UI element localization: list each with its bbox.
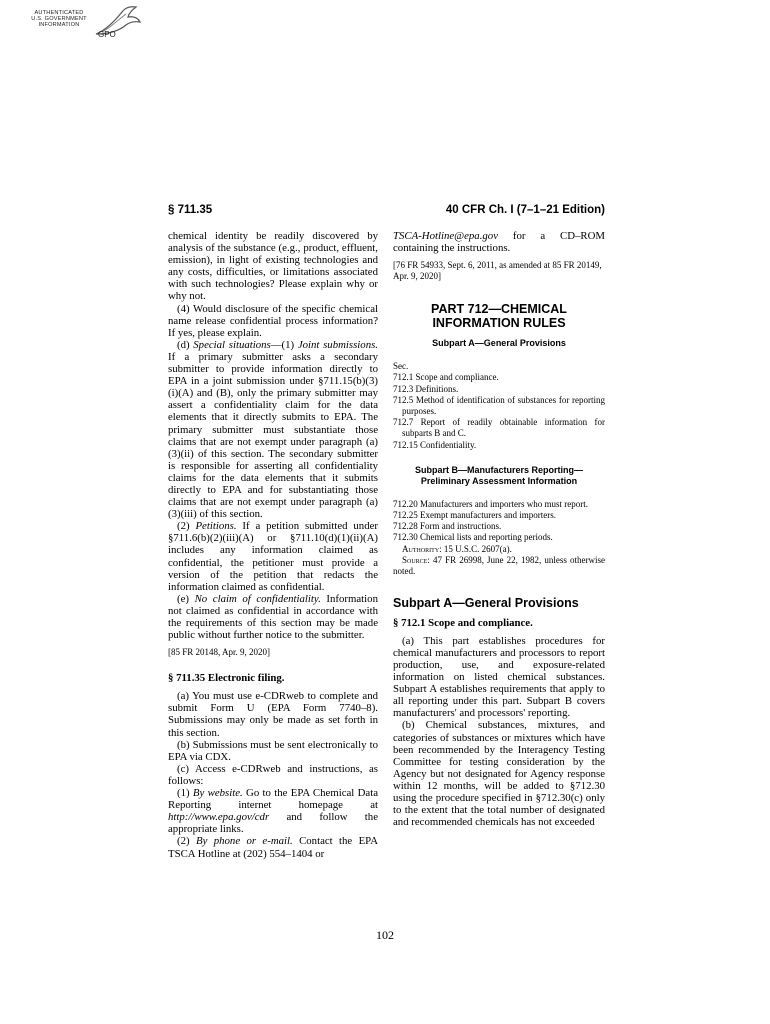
paragraph	[168, 835, 378, 859]
paragraph	[393, 230, 605, 254]
toc-entry: 712.1 Scope and compliance.	[393, 372, 499, 383]
toc-entry: 712.25 Exempt manufacturers and importers.	[393, 510, 556, 521]
url-text: http://www.epa.gov/cdr	[168, 811, 270, 824]
part-title	[393, 302, 605, 330]
text: for a CD–ROM containing the instructions.	[393, 230, 605, 255]
toc-sec-label: Sec.	[393, 361, 409, 372]
toc-entry: 712.30 Chemical lists and reporting periods.	[393, 532, 553, 543]
text: (2)	[177, 835, 196, 848]
toc-entry: 712.20 Manufacturers and importers who must report.	[393, 498, 588, 509]
logo-line-3: INFORMATION	[38, 22, 80, 29]
toc-entry: 712.28 Form and instructions.	[393, 521, 502, 532]
authority-note	[393, 544, 605, 555]
left-column	[168, 230, 378, 860]
part-title-line: INFORMATION RULES	[432, 316, 566, 331]
toc-entry: 712.7 Report of readily obtainable information for subparts B and C.	[393, 417, 605, 439]
paragraph: (b) Submissions must be sent electronically to EPA via CDX.	[168, 738, 378, 763]
text: —(1)	[270, 338, 298, 351]
subpart-b-line: Subpart B—Manufacturers Reporting—	[414, 464, 583, 475]
cfr-edition: 40 CFR Ch. I (7–1–21 Edition)	[445, 204, 605, 216]
source-text: : 47 FR 26998, June 22, 1982, unless otherwise noted.	[393, 554, 605, 576]
logo-line-1: AUTHENTICATED	[34, 10, 84, 16]
source-label: Source	[402, 554, 428, 565]
toc-entry: 712.15 Confidentiality.	[393, 439, 477, 450]
logo-line-2: U.S. GOVERNMENT	[31, 16, 87, 23]
subpart-a-toc-heading: Subpart A—General Provisions	[432, 338, 566, 349]
citation: [85 FR 20148, Apr. 9, 2020]	[168, 647, 271, 658]
italic-text: Joint submissions.	[297, 338, 378, 351]
paragraph	[168, 339, 378, 520]
text: Contact the EPA TSCA Hotline at (202) 554–1404 or	[168, 835, 378, 860]
authority-label: Authority	[402, 543, 440, 554]
page-number: 102	[376, 928, 394, 942]
toc-entry: 712.5 Method of identification of substances for reporting purposes.	[393, 394, 605, 416]
subpart-b-line: Preliminary Assessment Information	[420, 475, 578, 486]
table-of-contents-a	[393, 361, 605, 451]
italic-text: Petitions.	[195, 520, 237, 533]
citation: [76 FR 54933, Sept. 6, 2011, as amended at 85 FR 20149, Apr. 9, 2020]	[393, 260, 602, 282]
text: (1)	[177, 787, 193, 800]
email-text: TSCA-Hotline@epa.gov	[393, 230, 498, 242]
text: (d)	[177, 338, 194, 351]
gpo-authentication-logo	[28, 4, 143, 46]
paragraph: (4) Would disclosure of the specific chemical name release confidential process information? If yes, please explain.	[168, 302, 378, 339]
text: Information not claimed as confidential in accordance with the requirements of this section may be made public without further notice to the submitter.	[168, 592, 378, 642]
italic-text: By phone or e-mail.	[195, 835, 293, 848]
table-of-contents-b	[393, 499, 605, 544]
text: (e)	[177, 592, 195, 605]
text: and follow the appropriate links.	[168, 811, 378, 836]
subpart-b-toc-heading	[393, 465, 605, 487]
text: Go to the EPA Chemical Data Reporting internet homepage at	[168, 787, 379, 812]
italic-text: Special situations	[193, 338, 271, 351]
paragraph: (b) Chemical substances, mixtures, and categories of substances or mixtures which have been recommended by the Interagency Testing Committee for testing consideration by the Agency but not designated for Agency response within 12 months, will be added to §712.30 using the procedure specified in §712.30(c) only to the extent that the total number of designated and recommended chemicals has not exceeded	[393, 719, 605, 829]
italic-text: By website.	[192, 787, 243, 800]
paragraph	[168, 520, 378, 593]
paragraph: (a) This part establishes procedures for chemical manufacturers and processors to report production, use, and exposure-related information on listed chemical substances. Subpart A establishes requirements that apply to all reporting under this part. Subpart B covers manufacturers' and processors' reporting.	[393, 634, 605, 720]
logo-text	[28, 10, 90, 29]
paragraph: (a) You must use e-CDRweb to complete and submit Form U (EPA Form 7740–8). Submissions may only be made as set forth in this section.	[168, 690, 378, 739]
authority-text: : 15 U.S.C. 2607(a).	[439, 543, 512, 554]
text: If a petition submitted under §711.6(b)(2)(iii)(A) or §711.10(d)(1)(ii)(A) includes any information claimed as confidential, the petitioner must provide a version of the petition that redacts the information claimed as confidential.	[168, 520, 378, 593]
text: (2)	[177, 520, 196, 533]
paragraph: (c) Access e-CDRweb and instructions, as follows:	[168, 762, 378, 787]
right-column	[393, 230, 605, 828]
toc-entry: 712.3 Definitions.	[393, 383, 459, 394]
italic-text: No claim of confidentiality.	[194, 592, 321, 605]
paragraph	[168, 593, 378, 641]
text: If a primary submitter asks a secondary submitter to provide information directly to EPA in a joint submission under §711.15(b)(3)(i)(A) and (B), only the primary submitter may assert a confidentiality claim for the data elements that it directly submits to EPA. The primary submitter must substantiate those claims that are not exempt under paragraph (a)(3)(ii) of this section. The secondary submitter is responsible for asserting all confidentiality claims for the data elements that it submits directly to EPA and for substantiating those claims that are not exempt under paragraph (a)(3)(iii) of this section.	[168, 350, 378, 521]
paragraph	[168, 787, 378, 835]
section-number: § 711.35	[168, 204, 213, 216]
subpart-a-heading: Subpart A—General Provisions	[393, 595, 579, 610]
section-heading: § 711.35 Electronic filing.	[168, 672, 285, 685]
source-note	[393, 555, 605, 577]
part-title-line: PART 712—CHEMICAL	[431, 302, 567, 317]
paragraph: chemical identity be readily discovered by analysis of the substance (e.g., product, effluent, emission), in light of existing technologies and any costs, difficulties, or limitations associated with such technologies? Please explain why or why not.	[168, 230, 378, 303]
section-heading: § 712.1 Scope and compliance.	[393, 616, 533, 629]
gpo-mark: GPO	[98, 30, 116, 39]
running-head	[168, 204, 605, 220]
